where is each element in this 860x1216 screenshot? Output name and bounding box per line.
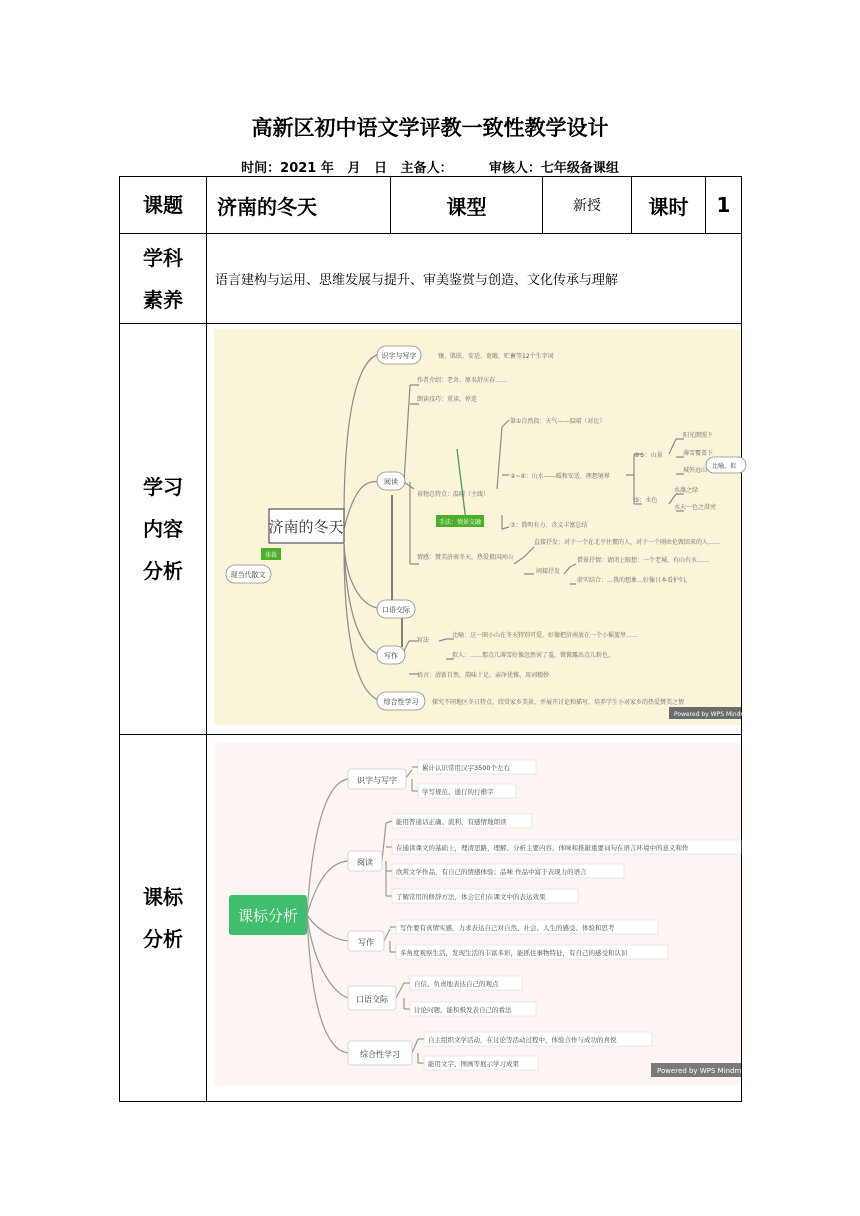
map2-comprehensive-text: 综合性学习 (360, 1050, 400, 1059)
map1-town: 城外远山 (683, 467, 708, 474)
map1-literacy-detail: 镶、肌肤、安适、宽敞、贮蓄等12个生字词 (438, 353, 554, 360)
label-line: 学科 (143, 245, 183, 270)
map1-para3: ⑦：简明有力、含义丰富总结 (510, 522, 588, 529)
label-line: 素养 (143, 287, 183, 312)
map1-combo: 虚实结合：…我的想象…好像日本看护妇。 (577, 577, 692, 584)
map1-writing-text: 写作 (384, 652, 398, 660)
map1-water-node: ⑤：水色 (634, 497, 658, 504)
map2-lit1: 累计认识常用汉字3500个左右 (422, 764, 511, 772)
map1-hills: ②③：山景 (634, 452, 663, 459)
map2-read3: 欣赏文学作品，有自己的情感体验；品味 作品中富于表现力的语言 (396, 868, 587, 876)
hours-value: 1 (706, 177, 742, 234)
map1-comprehensive-text: 综合性学习 (383, 698, 419, 706)
map1-indirect: 间接抒发 (536, 568, 561, 575)
mindmap2-svg (214, 743, 741, 1086)
row-literacy (120, 234, 742, 324)
label-line: 内容 (143, 517, 183, 541)
map1-para1: 第①自然段：天气——温晴（对比） (510, 418, 606, 425)
map2-write2: 多角度观察生活，发现生活的丰富多彩，能抓住事物特征，有自己的感受和认识 (400, 949, 628, 957)
label-topic: 课题 (120, 177, 207, 234)
mindmap2 (214, 743, 741, 1086)
map1-author: 作者介绍：老舍，原名舒庆春…… (417, 377, 508, 384)
map2-oral2: 讨论问题，能积极发表自己的看法 (414, 1006, 512, 1014)
map2-lit2: 学写规范、通行的行楷字 (422, 788, 494, 796)
map1-water1: 水藻之绿 (674, 487, 699, 494)
mindmap1-svg (214, 329, 754, 725)
map1-emotion: 情感：赞美济南冬天，热爱祖国河山 (417, 554, 514, 561)
label-content-analysis (120, 324, 207, 735)
map1-comp-detail: 探究不同地区冬日特点，欣赏家乡美景，并展开讨论和描写，培养学生小对家乡的热爱赞美之情 (432, 699, 685, 706)
map1-metaphor-text: 比喻、拟 (712, 463, 737, 470)
map2-write1: 写作要有真情实感，力求表达自己对自然、社会、人生的感受、体验和思考 (400, 924, 615, 932)
mindmap1-cell (207, 324, 754, 735)
map2-writing-text: 写作 (358, 938, 374, 947)
label-standards-analysis (120, 735, 207, 1102)
type-value: 新授 (543, 177, 632, 234)
map2-read1: 能用普通话正确、流利、有感情地朗读 (396, 818, 507, 826)
document-title: 高新区初中语文学评教一致性教学设计 (251, 116, 609, 140)
genre-tag-text: 体裁 (264, 552, 278, 559)
label-line: 学习 (143, 475, 183, 499)
map1-method-text: 手法：情景交融 (438, 519, 482, 526)
map1-personify-ex: 拟人：……那点儿薄雪好像忽然害了羞，微微露出点儿粉色。 (452, 652, 615, 659)
map1-reading-tip: 朗读技巧：重读、停连 (417, 396, 478, 403)
map1-literacy-text: 识字与写字 (381, 352, 417, 360)
topic-value: 济南的冬天 (207, 177, 391, 234)
map1-metaphor-ex: 比喻：这一圈小山在冬天特别可爱，好像把济南放在一个小摇篮里…… (452, 632, 639, 639)
map2-watermark: Powered by WPS Mindm (657, 1067, 742, 1075)
map2-literacy-text: 识字与写字 (357, 776, 397, 785)
map1-tech: 写法 (417, 637, 430, 644)
map1-direct: 直接抒发：对于一个在北平住惯的人，对于一个刚由伦敦回来的人…… (534, 539, 721, 546)
map1-snow: 薄雪覆盖下 (683, 450, 714, 457)
map2-center-text: 课标分析 (237, 907, 299, 925)
map1-center-text: 济南的冬天 (268, 518, 344, 536)
map1-scene: 借景抒情：请闭上眼想：一个老城，有山有水…… (577, 557, 710, 564)
map1-oral-text: 口语交际 (382, 606, 410, 614)
map1-language: 语言：清新自然、韵味十足、亲净优雅、用词精妙 (417, 672, 550, 679)
label-line: 分析 (143, 559, 183, 583)
map1-sun: 阳光朗照下 (683, 432, 714, 439)
label-literacy (120, 234, 207, 324)
lesson-table (119, 176, 754, 1102)
map2-read2: 在通读课文的基础上，理清思路，理解、分析主要内容，体味和推敲重要词句在语言环境中的意义和作 (396, 844, 689, 852)
mindmap2-cell (207, 735, 742, 1102)
label-line: 分析 (143, 927, 183, 951)
map1-water2: 水天一色之澄亮 (674, 504, 717, 511)
map2-reading-text: 阅读 (357, 858, 373, 867)
map2-read4: 了解常用的修辞方法，体会它们在课文中的表达效果 (396, 893, 546, 901)
genre-text: 现当代散文 (230, 571, 266, 579)
literacy-content: 语言建构与运用、思维发展与提升、审美鉴赏与创造、文化传承与理解 (207, 234, 742, 324)
map1-reading-text: 阅读 (384, 478, 398, 486)
map2-oral-text: 口语交际 (356, 995, 388, 1004)
map2-comp2: 能用文字、图画等展示学习成果 (428, 1060, 519, 1068)
map1-watermark: Powered by WPS Mindmap (674, 711, 754, 718)
map2-comp1: 自主组织文学活动，在讨论等活动过程中，体验合作与成功的喜悦 (428, 1036, 617, 1044)
meta-line: 时间：2021 年 月 日 主备人： 审核人：七年级备课组 (241, 161, 619, 176)
row-standards-analysis (120, 735, 742, 1102)
row-topic (120, 177, 742, 234)
label-type: 课型 (391, 177, 543, 234)
map1-para2: ②~④：山水——暖和安适、理想境界 (510, 473, 610, 480)
mindmap1 (214, 329, 754, 725)
map2-oral1: 自信、负责地表达自己的观点 (414, 980, 499, 988)
label-line: 课标 (143, 885, 183, 909)
row-content-analysis (120, 324, 742, 735)
label-hours: 课时 (632, 177, 706, 234)
map1-features: 景物总特点：温晴（主线） (417, 491, 490, 498)
